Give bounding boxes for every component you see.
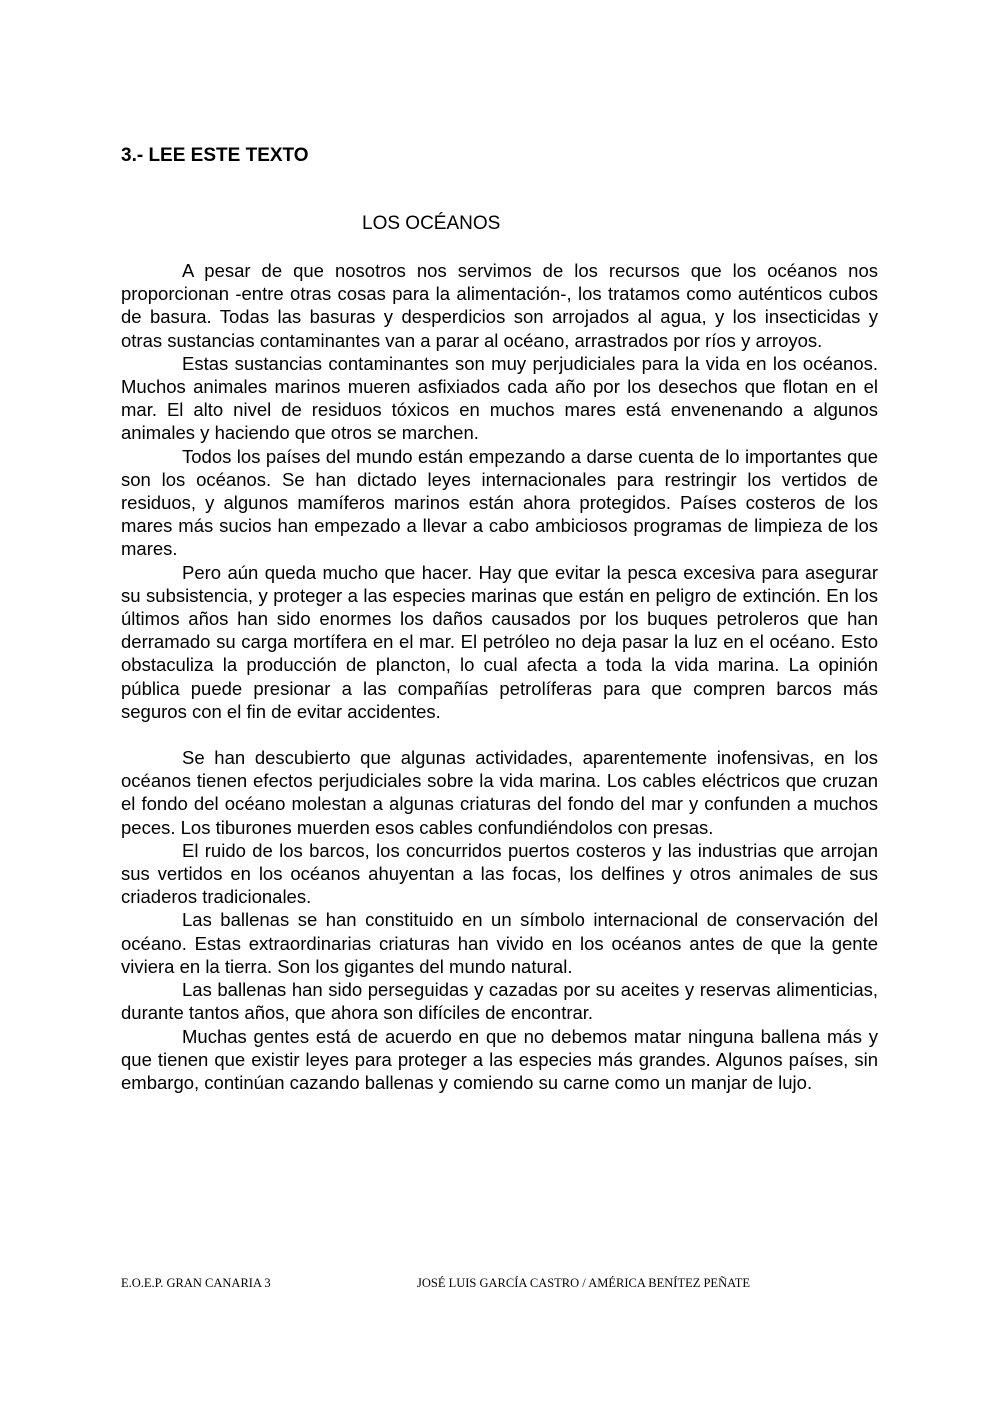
paragraph: Se han descubierto que algunas actividades, aparentemente inofensivas, en los océanos tienen efectos perjudiciales sobre la vida marina. Los cables eléctricos que cruzan el fondo del océano molestan a algunas criaturas del fondo del mar y confunden a muchos peces. Los tiburones muerden esos cables confundiéndolos con presas.: [121, 747, 878, 838]
paragraph: Pero aún queda mucho que hacer. Hay que evitar la pesca excesiva para asegurar su subsistencia, y proteger a las especies marinas que están en peligro de extinción. En los últimos años han sido enormes los daños causados por los buques petroleros que han derramado su carga mortífera en el mar. El petróleo no deja pasar la luz en el océano. Esto obstaculiza la producción de plancton, lo cual afecta a toda la vida marina. La opinión pública puede presionar a las compañías petrolíferas para que compren barcos más seguros con el fin de evitar accidentes.: [121, 561, 878, 722]
paragraph: Muchas gentes está de acuerdo en que no debemos matar ninguna ballena más y que tienen que existir leyes para proteger a las especies más grandes. Algunos países, sin embargo, continúan cazando ballenas y comiendo su carne como un manjar de lujo.: [121, 1025, 878, 1093]
paragraph: Estas sustancias contaminantes son muy perjudiciales para la vida en los océanos. Muchos animales marinos mueren asfixiados cada año por los desechos que flotan en el mar. El alto nivel de residuos tóxicos en muchos mares está envenenando a algunos animales y haciendo que otros se marchen.: [121, 352, 878, 444]
document-title: LOS OCÉANOS: [362, 213, 501, 234]
footer-school: E.O.E.P. GRAN CANARIA 3: [121, 1276, 271, 1290]
paragraph: A pesar de que nosotros nos servimos de los recursos que los océanos nos proporcionan -entre otras cosas para la alimentación-, los tratamos como auténticos cubos de basura. Todas las basuras y desperdicios son arrojados al agua, y los insecticidas y otras sustancias contaminantes van a parar al océano, arrastrados por ríos y arroyos.: [121, 260, 878, 351]
footer-authors: JOSÉ LUIS GARCÍA CASTRO / AMÉRICA BENÍTEZ PEÑATE: [417, 1276, 751, 1290]
paragraph: Todos los países del mundo están empezando a darse cuenta de lo importantes que son los océanos. Se han dictado leyes internacionales para restringir los vertidos de residuos, y algunos mamíferos marinos están ahora protegidos. Países costeros de los mares más sucios han empezado a llevar a cabo ambiciosos programas de limpieza de los mares.: [121, 445, 878, 560]
exercise-heading: 3.- LEE ESTE TEXTO: [121, 145, 309, 166]
paragraph: Las ballenas se han constituido en un símbolo internacional de conservación del océano. Estas extraordinarias criaturas han vivido en los océanos antes de que la gente viviera en la tierra. Son los gigantes del mundo natural.: [121, 909, 878, 977]
paragraph: El ruido de los barcos, los concurridos puertos costeros y las industrias que arrojan sus vertidos en los océanos ahuyentan a las focas, los delfines y otros animales de sus criaderos tradicionales.: [121, 839, 878, 908]
paragraph: Las ballenas han sido perseguidas y cazadas por su aceites y reservas alimenticias, durante tantos años, que ahora son difíciles de encontrar.: [121, 979, 878, 1024]
body-text: [121, 259, 878, 1094]
